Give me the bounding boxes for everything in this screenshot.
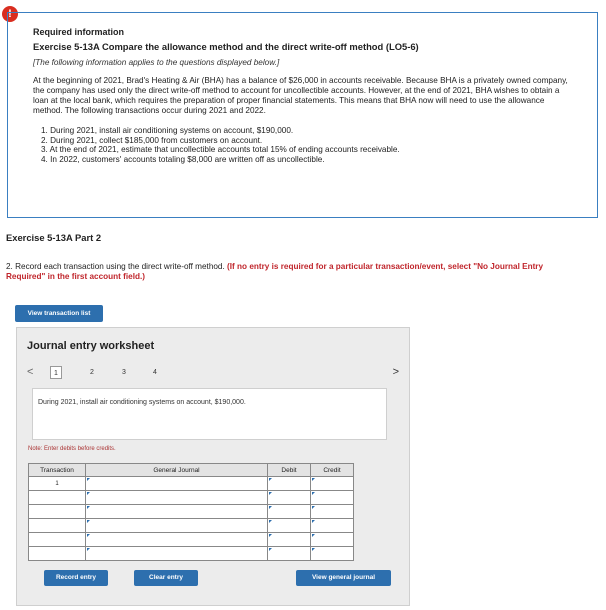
next-arrow-icon[interactable]: > [392,366,399,378]
debit-field[interactable] [268,505,311,519]
alert-icon: ! [2,6,18,22]
table-row [29,505,354,519]
transaction-cell [29,505,86,519]
credit-field[interactable] [311,519,354,533]
clear-entry-button[interactable]: Clear entry [134,570,198,586]
transaction-cell [29,533,86,547]
table-row [29,547,354,561]
transaction-cell [29,547,86,561]
transaction-item: 1. During 2021, install air conditioning systems on account, $190,000. [41,126,294,135]
column-header-general-journal: General Journal [86,464,268,477]
account-field[interactable] [86,505,268,519]
credit-field[interactable] [311,491,354,505]
account-field[interactable] [86,491,268,505]
debits-note: Note: Enter debits before credits. [28,446,116,452]
prev-arrow-icon[interactable]: < [27,366,34,378]
transaction-cell [29,491,86,505]
column-header-credit: Credit [311,464,354,477]
transaction-description: During 2021, install air conditioning systems on account, $190,000. [32,388,387,440]
credit-field[interactable] [311,533,354,547]
journal-entry-worksheet [16,327,410,606]
credit-field[interactable] [311,477,354,491]
credit-field[interactable] [311,547,354,561]
credit-field[interactable] [311,505,354,519]
table-row [29,477,354,491]
view-general-journal-button[interactable]: View general journal [296,570,391,586]
table-row [29,491,354,505]
worksheet-title: Journal entry worksheet [27,340,155,352]
page-tab-2[interactable]: 2 [90,369,94,376]
instruction-red-note: (If no entry is required for a particular transaction/event, select "No Journal Entry Required" in the first account field.) [6,262,544,281]
record-entry-button[interactable]: Record entry [44,570,108,586]
debit-field[interactable] [268,477,311,491]
transaction-cell: 1 [29,477,86,491]
instruction [6,262,566,282]
column-header-debit: Debit [268,464,311,477]
debit-field[interactable] [268,533,311,547]
debit-field[interactable] [268,547,311,561]
column-header-transaction: Transaction [29,464,86,477]
transaction-item: 3. At the end of 2021, estimate that uncollectible accounts total 15% of ending accounts receivable. [41,145,400,154]
transaction-list [33,126,568,164]
account-field[interactable] [86,477,268,491]
exercise-title: Exercise 5-13A Compare the allowance method and the direct write-off method (LO5-6) [33,41,419,52]
page-tab-3[interactable]: 3 [122,369,126,376]
table-row [29,519,354,533]
instruction-text: 2. Record each transaction using the direct write-off method. [6,262,225,271]
debit-field[interactable] [268,519,311,533]
account-field[interactable] [86,519,268,533]
exercise-paragraph: At the beginning of 2021, Brad's Heating & Air (BHA) has a balance of $26,000 in accounts receivable. Because BHA is a privately owned company, the company has used only the direct write-off method to account for uncollectible accounts. However, at the end of 2021, BHA wishes to obtain a loan at the local bank, which requires the preparation of proper financial statements. This means that BHA now will need to use the allowance method. The following transactions occur during 2021 and 2022. [33,76,568,115]
transaction-item: 4. In 2022, customers' accounts totaling $8,000 are written off as uncollectible. [41,154,325,164]
transaction-item: 2. During 2021, collect $185,000 from customers on account. [41,135,263,145]
page-tab-1[interactable]: 1 [50,366,62,379]
applies-note: [The following information applies to the questions displayed below.] [33,58,280,67]
part-title: Exercise 5-13A Part 2 [6,232,102,243]
journal-table [28,463,354,561]
debit-field[interactable] [268,491,311,505]
page-tab-4[interactable]: 4 [153,369,157,376]
transaction-cell [29,519,86,533]
account-field[interactable] [86,533,268,547]
view-transaction-list-button[interactable]: View transaction list [15,305,103,322]
account-field[interactable] [86,547,268,561]
required-information-label: Required information [33,27,125,37]
required-information-panel [7,12,598,218]
worksheet-pager [27,366,399,380]
table-row [29,533,354,547]
